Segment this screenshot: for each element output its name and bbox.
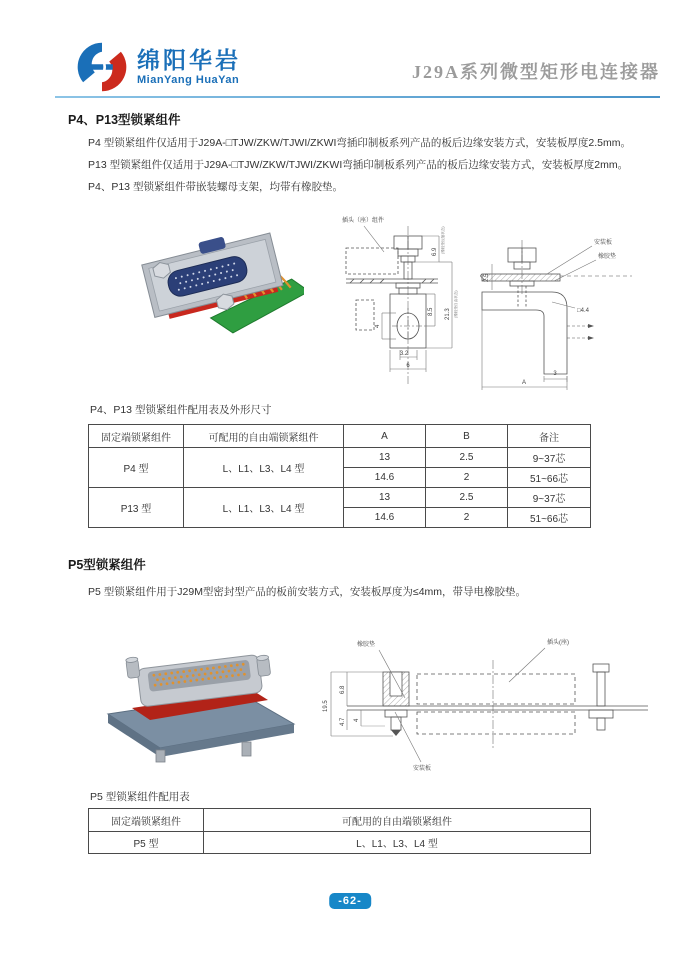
label-rubber-gasket: 橡胶垫 <box>598 254 617 260</box>
section1-heading: P4、P13型锁紧组件 <box>68 113 181 127</box>
dim-2.5: 2.5 <box>484 273 490 282</box>
company-logo <box>75 40 241 94</box>
cell-fixed: P4 型 <box>89 448 184 488</box>
cell-a: 14.6 <box>344 508 426 528</box>
document-title: J29A系列微型矩形电连接器 <box>412 62 660 82</box>
cell-free: L、L1、L3、L4 型 <box>204 832 591 854</box>
dim-21.3-note: (橡胶垫自由状态) <box>454 290 458 318</box>
dim-3.2: 3.2 <box>399 351 409 357</box>
company-name-en: MianYang HuaYan <box>137 73 240 86</box>
p4-p13-spec-table <box>88 424 591 528</box>
label-mounting-plate: 安装板 <box>413 766 432 772</box>
p5-dimension-drawing <box>313 628 659 778</box>
label-plug-assembly: 插头（座）组件 <box>342 218 385 224</box>
col-header: 备注 <box>508 425 591 448</box>
table-row <box>89 832 591 854</box>
header-divider <box>55 96 660 98</box>
table2-caption: P5 型锁紧组件配用表 <box>90 791 190 803</box>
table-header-row <box>89 809 591 832</box>
paragraph: P13 型锁紧组件仅适用于J29A-□TJW/ZKW/TJWI/ZKWI弯插印制板系列产品的板后边缘安装方式，安装板厚度2mm。 <box>88 159 629 172</box>
p4-dimension-drawing-right <box>472 224 650 390</box>
dim-square-4.4: □4.4 <box>577 308 589 314</box>
col-header: A <box>344 425 426 448</box>
page-number-badge: -62- <box>329 893 371 909</box>
cell-free: L、L1、L3、L4 型 <box>184 448 344 488</box>
dim-4.7: 4.7 <box>340 717 346 726</box>
cell-b: 2.5 <box>426 488 508 508</box>
label-plug-socket: 插头(座) <box>547 640 569 646</box>
cell-a: 14.6 <box>344 468 426 488</box>
col-header: B <box>426 425 508 448</box>
dim-19.5: 19.5 <box>323 700 329 712</box>
dim-6.8: 6.8 <box>340 685 346 694</box>
cell-a: 13 <box>344 488 426 508</box>
dim-6.9: 6.9 <box>432 247 438 256</box>
cell-a: 13 <box>344 448 426 468</box>
dim-6: 6 <box>406 363 410 369</box>
dim-4: 4 <box>354 718 360 722</box>
dim-4: 4 <box>375 324 381 328</box>
p5-connector-3d-image <box>92 638 304 776</box>
cell-note: 51~66芯 <box>508 468 591 488</box>
p4-dimension-drawing-left <box>338 208 470 392</box>
col-header: 固定端锁紧组件 <box>89 425 184 448</box>
cell-b: 2 <box>426 468 508 488</box>
cell-note: 9~37芯 <box>508 448 591 468</box>
dim-6.9-note: (橡胶垫压缩状态) <box>441 226 445 254</box>
paragraph: P4 型锁紧组件仅适用于J29A-□TJW/ZKW/TJWI/ZKWI弯插印制板系列产品的板后边缘安装方式，安装板厚度2.5mm。 <box>88 137 632 149</box>
col-header: 固定端锁紧组件 <box>89 809 204 832</box>
table1-caption: P4、P13 型锁紧组件配用表及外形尺寸 <box>90 404 272 416</box>
col-header: 可配用的自由端锁紧组件 <box>184 425 344 448</box>
section2-paragraph: P5 型锁紧组件用于J29M型密封型产品的板前安装方式，安装板厚度为≤4mm，带导电橡胶垫。 <box>88 586 527 598</box>
cell-fixed: P13 型 <box>89 488 184 528</box>
cell-note: 9~37芯 <box>508 488 591 508</box>
table-header-row <box>89 425 591 448</box>
huayan-logo-icon <box>75 40 129 94</box>
dim-21.3: 21.3 <box>445 308 451 320</box>
label-mounting-plate: 安装板 <box>594 240 613 246</box>
dim-A: A <box>521 380 527 386</box>
cell-b: 2 <box>426 508 508 528</box>
table-row <box>89 448 591 468</box>
p5-spec-table <box>88 808 591 854</box>
section1-paragraphs <box>88 136 663 203</box>
dim-8.5: 8.5 <box>428 307 434 316</box>
label-rubber-gasket: 橡胶垫 <box>357 642 376 648</box>
cell-free: L、L1、L3、L4 型 <box>184 488 344 528</box>
dim-3: 3 <box>553 371 557 377</box>
section2-heading: P5型锁紧组件 <box>68 558 146 572</box>
table-row <box>89 488 591 508</box>
company-name-cn: 绵阳华岩 <box>137 46 241 73</box>
cell-b: 2.5 <box>426 448 508 468</box>
p4-connector-3d-image <box>126 220 304 362</box>
paragraph: P4、P13 型锁紧组件带嵌装螺母支架，均带有橡胶垫。 <box>88 181 343 194</box>
col-header: 可配用的自由端锁紧组件 <box>204 809 591 832</box>
cell-fixed: P5 型 <box>89 832 204 854</box>
cell-note: 51~66芯 <box>508 508 591 528</box>
